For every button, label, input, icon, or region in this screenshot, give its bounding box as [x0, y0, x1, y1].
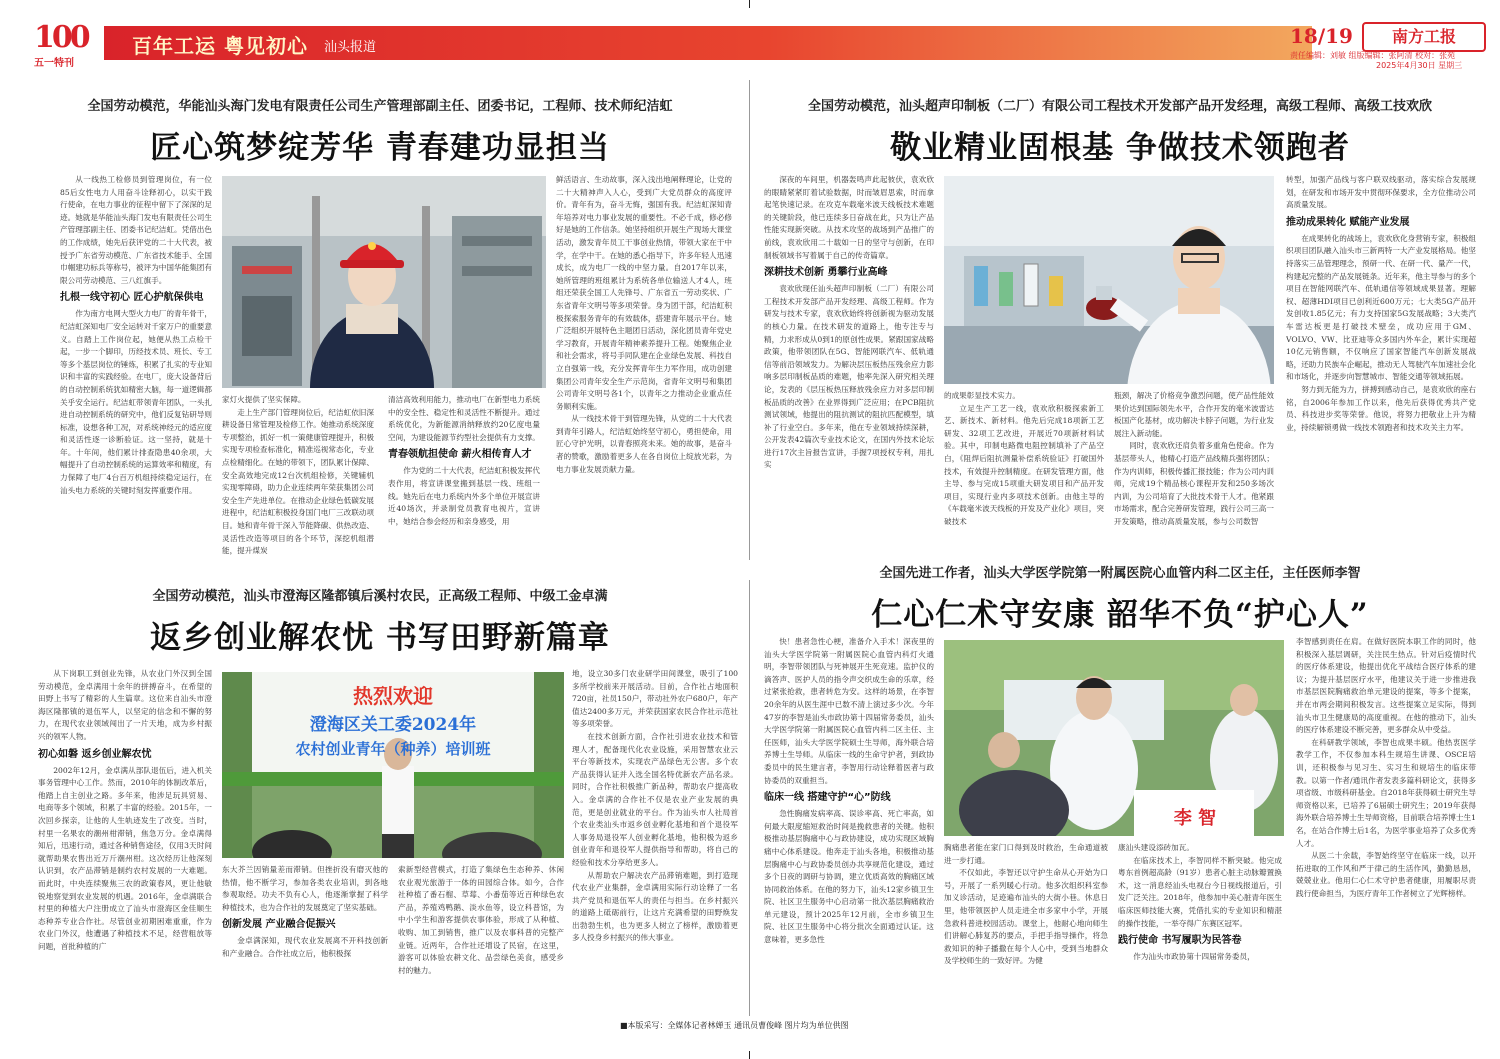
article-column [572, 668, 738, 1016]
banner-text-welcome: 热烈欢迎 [353, 684, 433, 708]
fold-mark-top [749, 0, 750, 8]
paragraph: 东大芥兰因销量差而滞销。但挫折没有磨灭他的热情，他不断学习，参加各类农业培训，到各地参观取经。功夫不负有心人，他逐渐掌握了科学种植技术，也为合作社的发展奠定了坚实基础。 [222, 865, 388, 912]
newspaper-name: 南方工报 [1391, 27, 1456, 46]
subheading: 青春领航担使命 薪火相传育人才 [388, 449, 532, 461]
paragraph: 从一线技术骨干到管理先锋，从党的二十大代表到青年引路人，纪洁虹始终坚守初心，勇担使命，用匠心守护光明，以青春照亮未来。她的故事，是奋斗者的赞歌，激励着更多人在各自岗位上绽放光彩，为电力事业发展贡献力量。 [556, 414, 732, 474]
paragraph: 在技术创新方面，合作社引进农业技术和管理人才，配备现代化农业设施，采用智慧农业云平台等新技术，实现农产品绿色无公害。多个农产品获得认证并入选全国名特优新农产品名录。同时，合作社积极推广新品种，帮助农户提高收入。金卓满的合作社不仅是农业产业发展的典范，更是创业就业的平台。作为汕头市人社局首个农业类汕头市返乡创业孵化基地和首个退役军人事务局退役军人创业孵化基地，他积极为返乡创业青年和退役军人提供指导和帮助，将自己的经验和技术分享给更多人。 [572, 731, 738, 867]
article-column [1296, 636, 1476, 1016]
paragraph: 立足生产工艺一线，袁欢欣积极探索新工艺、新技术、新材料。他先后完成18项新工艺研发、32项工艺改进，开展近70项新材料试验。其中，印制电路微电阻控制填补了产品空白，《阻焊后阻抗测量补偿系统验证》打破国外技术，有效提升控制精度。在研发管理方面，他主导、参与完成15项重大研发项目和产品开发项目，实现行业内多项技术创新。由他主导的《车载毫米波天线板的开发及产业化》项目，突破技术 [944, 403, 1104, 526]
page-number: 18/19 [1290, 24, 1353, 48]
paragraph: 袁欢欣现任汕头超声印制板（二厂）有限公司工程技术开发部产品开发经理、高级工程师。作为研发与技术专家，袁欢欣始终将创新视为驱动发展的核心力量。在技术研发的道路上，他专注专与精，力求形成从0到1的原创性成果。紧跟国家战略政策，他带领团队在5G、智能网联汽车、低轨通信等前沿领域发力。为解决层压板热压残余应力影响多层印制板品质的难题，他率先深入研究相关理论，发表的《层压板热压释放残余应力对多层印制板品质的改善》在业界得到广泛应用；在PCB阻抗测试领域，他提出的阻抗测试的阻抗匹配模型，填补了行业空白。多年来，他在专业领域持续深耕，公开发表42篇次专业技术论文，在国内外技术论坛进行17次主旨报告宣讲，手握7项授权专利，用扎实 [764, 284, 934, 470]
photo-doctor-clinic [944, 640, 1284, 836]
article-column [222, 394, 374, 560]
paragraph: 作为南方电网大型火力电厂的青年骨干，纪洁虹深知电厂安全运转对千家万户的重要意义。自踏上工作岗位起，她便从热工点检干起，一步一个脚印，历经技术员、班长、专工等多个基层岗位的锤炼，积累了扎实的专业知识和丰富的实践经验。在电厂，庞大设备背后的自动控制系统犹如精密大脑，每一道逻辑都关乎安全运行。纪洁虹带领青年团队，一头扎进自动控制系统的研究中，他们反复钻研导则标准，设想各种工况，对系统神经元的适应度和灵活性逐一诊断验证。这一坚持，就是十年。十年间，他们累计排查隐患40余项，大幅提升了自动控制系统的运算效率和精度，有力保障了电厂4台百万机组持续稳定运行，在汕头电力系统的关键时刻发挥重要作用。 [60, 309, 212, 495]
editor-credits: 责任编辑：刘敏 组版编辑：张阿清 校对：张苑 [1290, 51, 1456, 60]
article-column [764, 636, 934, 1016]
paragraph: 2002年12月，金卓满从部队退伍后，进入机关事务管理中心工作。然而，2010年的体制改革后，他踏上自主创业之路。多年来，他涉足玩具贸易、电商等多个领域，积累了丰富的经验。2015年，一次回乡探亲，让他的人生轨迹发生了改变。当时，村里一名果农的潮州柑滞销，焦急万分。金卓满得知后，迅速行动，通过各种销售途径，仅用3天时间就帮助果农售出近万斤潮州柑。这次经历让他深刻认识到，农产品滞销是制约农村发展的一大难题。而此时，中央连续聚焦三农的政策春风，更让他敏锐地察觉到农业发展的机遇。2016年，金卓满联合村里的种植大户注册成立了汕头市澄海区金佳顺生态种养专业合作社。尽管创业初期困难重重，作为农业门外汉，他遭遇了种植技术不足，经营粗放等问题，首批种植的广 [38, 765, 212, 951]
subheading: 推动成果转化 赋能产业发展 [1286, 216, 1410, 228]
article-column [38, 668, 212, 1016]
article-kicker: 全国劳动模范，华能汕头海门发电有限责任公司生产管理部副主任、团委书记，工程师、技术师纪洁虹 [87, 99, 673, 114]
photo-worker-in-plant [222, 176, 546, 388]
column-divider-top [749, 80, 750, 560]
logo-number: 100 [34, 20, 88, 55]
paragraph: 家灯火提供了坚实保障。 [222, 395, 306, 404]
article-headline: 返乡创业解农忧 书写田野新篇章 [150, 620, 610, 656]
article-column [944, 390, 1104, 560]
paragraph: 鲜活语言、生动故事，深入浅出地阐释理论，让党的二十大精神声入人心，受到广大党员群众的高度评价。青年有为，奋斗无悔，强国有我。纪洁虹深知青年培养对电力事业发展的重要性。不必千成，修必修好是她的工作信条。她坚持组织开展生产现场大课堂活动，激发青年员工干事创业热情，带领大家在干中学，在学中干。在她的悉心指导下，许多年轻人迅速成长，成为电厂一线的中坚力量。自2017年以来，她所管理的班组累计为系统各单位输送人才4人，班组还荣获全国工人先锋号、广东省五一劳动奖状、广东省青年文明号等多项荣誉。身为团干部，纪洁虹积极探索服务青年的有效载体，搭建青年展示平台。她广泛组织开展特色主题团日活动，深化团员青年党史学习教育，开展青年精神素养提升工程。她聚焦企业和社会需求，将号手同队建在企业绿色发展、科技自立自强第一线，充分发挥青年生力军作用，成功创建集团公司青年安全生产示范岗，省青年文明号和集团公司青年文明号各1个，以青年之力推动企业重点任务顺利实施。 [556, 175, 732, 411]
article-headline: 仁心仁术守安康 韶华不负“护心人” [871, 597, 1369, 633]
article-kicker: 全国劳动模范，汕头市澄海区隆都镇后溪村农民，正高级工程师、中级工金卓满 [152, 589, 608, 604]
paragraph: 作为汕头市政协第十四届常务委员， [1133, 952, 1255, 962]
article-column [1286, 174, 1476, 560]
article-column [1114, 390, 1274, 560]
paragraph: 快！患者急性心梗，准备介入手术！深夜里的汕头大学医学院第一附属医院心血管内科灯火通明，李智带领团队与死神展开生死竞速。监护仪的滴答声、医护人员的指令声交织成生命的乐章，经过紧张抢救，患者转危为安。这样的场景，在李智20余年的从医生涯中已数不清上演过多少次。今年47岁的李智是汕头市政协第十四届常务委员，汕头大学医学院第一附属医院心血管内科二区主任、主任医师，汕头大学医学院硕士生导师，海外联合培养博士生导师。从临床一线的生命守护者，到政协委员中的民生建言者，李智用行动诠释着医者与政协委员的双重担当。 [764, 637, 934, 785]
paragraph: 努力到无能为力，拼搏到感动自己，是袁欢欣的座右铭，自2006年参加工作以来，他先后获得优秀共产党员、科技进步奖等荣誉。他说，将努力把敬业上升为精业，持续解锁勇做一线技术领跑者和技术攻关主力军。 [1286, 384, 1476, 432]
doctor-name-sign: 李 智 [1173, 808, 1217, 829]
paragraph: 在成果转化的战场上，袁欢欣化身营销专家，积极组织项目团队融入汕头市三新两特一大产业发展格局。他坚持落实三品管理理念，预研一代、在研一代、量产一代，构建起完整的产品发展链条。近年来，他主导参与的多个项目在智能网联汽车、低轨通信等领域成果显著。理解权、超薄HDI项目已创利近600万元；七大类5G产品开发创收1.85亿元；有力支持国家5G发展战略；3大类汽车雷达板更是打破技术壁垒，成功应用于GM、VOLVO、VW、比亚迪等众多国内外车企，累计实现超10亿元销售额，不仅响应了国家智能汽车创新发展战略，还助力民族车企崛起，推动无人驾驶汽车加速社会化和市场化，并逐步向智慧城市、智能交通等领域拓展。 [1286, 233, 1476, 382]
subheading: 扎根一线守初心 匠心护航保供电 [60, 292, 204, 304]
section-banner [104, 26, 1312, 60]
paragraph: 在临床技术上，李智同样不断突破。他完成粤东首例超高龄（91岁）患者心脏主动脉瓣置换术，这一消息经汕头电视台今日视线报道后，引发广泛关注。2018年，他参加中美心脏青年医生临床医师技能大赛，凭借扎实的专业知识和精湛的操作技能，一举夺得广东赛区冠军。 [1118, 855, 1282, 928]
subheading: 临床一线 搭建守护“心”防线 [764, 792, 891, 804]
article-column [556, 174, 732, 560]
photo-engineer-in-lab [944, 176, 1274, 384]
article-column [388, 394, 540, 560]
issue-date: 2025年4月30日 星期三 [1376, 61, 1463, 70]
article-column [944, 842, 1108, 1016]
logo-subtitle: 五一特刊 [34, 58, 74, 69]
newspaper-logo [1362, 22, 1486, 52]
subheading: 深耕技术创新 勇攀行业高峰 [764, 267, 888, 279]
fold-mark-bottom [749, 1051, 750, 1059]
paragraph: 深夜的车间里，机器轰鸣声此起彼伏，袁欢欣的眼睛紧紧盯着试验数据，时而皱眉思索，时而拿起笔快速记录。在攻克车载毫米波天线板技术难题的关键阶段，他已连续多日奋战在此，只为让产品性能实现新突破。从技术攻坚的战场到产品推广的前线，袁欢欣用二十载如一日的坚守与创新，在印制板领域书写着属于自己的传奇篇章。 [764, 175, 934, 260]
centenary-logo [32, 22, 102, 70]
paragraph: 从医二十余载，李智始终坚守在临床一线，以开拓进取的工作风和严于律己的生活作风，勤勤恳恳，兢兢业业。他用仁心仁术守护患者健康，用履职尽责践行使命担当，为医疗青年工作者树立了光辉榜样。 [1296, 851, 1476, 898]
paragraph: 的成果彰显技术实力。 [944, 391, 1020, 400]
article-headline: 匠心筑梦绽芳华 青春建功显担当 [150, 130, 610, 166]
paragraph: 在科研教学领域，李智也成果丰硕。他热衷医学教学工作，不仅参加本科生规培生讲课、OSCE培训，还积极参与见习生、实习生和规培生的临床带教。以第一作者/通讯作者发表多篇科研论文，获得多项省级、市级科研基金。自2018年获得硕士研究生导师资格以来，已培养了6届硕士研究生；2019年获得海外联合培养博士生导师资格，目前联合培养博士生1名，在站合作博士后1名，为医学事业培养了众多优秀人才。 [1296, 737, 1476, 848]
article-column [764, 174, 934, 560]
paragraph: 同时，袁欢欣还肩负着多重角色使命。作为基层带头人，他精心打造产品线精兵强将团队；作为内训师，积极传播汇报技能；作为公司内训师，完成19个精品核心课程开发和250多场次内训，为公司培育了大批技术骨干人才。他紧跟市场需求，配合完善研发管理，践行公司三高一开发策略，推动高质量发展，参与公司数智 [1114, 441, 1274, 526]
paragraph: 走上生产部门管理岗位后，纪洁虹依旧深耕设备日常管理及检修工作。她推动系统深度专项整治，抓好一机一策健康管理提升，积极实现专项检查标准化，精准巡视常态化，专业点检精细化。在她的带领下，团队累计保障、安全高效地完成12台次机组检修，关键辅机实现零障碍，助力企业连续两年荣获集团公司安全生产先进单位。在推动企业绿色低碳发展进程中，纪洁虹积极投身国门电厂三改联动项目。她和青年骨干深入节能降碳、供热改造、灵活性改造等项目的各个环节，深挖机组潜能，提升煤炭 [222, 407, 374, 556]
article-headline: 敬业精业固根基 争做技术领跑者 [890, 130, 1350, 166]
page-header [32, 22, 1480, 70]
paragraph: 从一线热工检修员到管理岗位，有一位85后女性电力人用奋斗诠释初心，以实干践行使命，在电力事业的征程中留下了深深的足迹。她就是华能汕头海门发电有限责任公司生产管理部副主任、团委书记纪洁虹。凭借出色的工作成绩，她先后获评党的二十大代表，被授予广东省劳动模范、广东省技术能手、全国巾帼建功标兵等称号，被评为中国华能集团有限公司劳动模范、三八红旗手。 [60, 175, 212, 285]
paragraph: 地，设立30多门农业研学田间课堂，吸引了100多所学校前来开展活动。目前，合作社占地面积720亩，社员150户，带动社外农户680户，年产值达2400多万元，并荣获国家农民合作社示范社等多项荣誉。 [572, 669, 738, 729]
paragraph: 金卓满深知，现代农业发展离不开科技创新和产业融合。合作社成立后，他积极探 [222, 936, 388, 958]
paragraph: 转型，加强产品线与客户联双线驱动，落实综合发展规划，在研发和市场开发中贯彻环保要求，全方位推动公司高质量发展。 [1286, 175, 1476, 210]
article-kicker: 全国劳动模范，汕头超声印制板（二厂）有限公司工程技术开发部产品开发经理，高级工程师、高级工技欢欣 [807, 99, 1432, 114]
article-column [222, 864, 388, 1016]
banner-subtitle: 汕头报道 [324, 40, 377, 55]
paragraph: 从帮助农户解决农产品滞销难题，到打造现代农业产业集群，金卓满用实际行动诠释了一名共产党员和退伍军人的责任与担当。在乡村振兴的道路上砥砺前行，让这片充满希望的田野焕发出勃勃生机，也为更多人树立了榜样，激励着更多人投身乡村振兴的伟大事业。 [572, 870, 738, 943]
page-footer-credits: ■本版采写：全媒体记者林婵玉 通讯员曹俊峰 图片均为单位供图 [620, 1021, 849, 1030]
subheading: 践行使命 书写履职为民答卷 [1118, 935, 1242, 947]
article-column [60, 174, 212, 560]
paragraph: 索新型经营模式，打造了集绿色生态种养、休闲农业观光旅游于一体的田园综合体。如今，合作社种植了番石榴、草莓、小番茄等近百种绿色农产品，养殖鸡鸭鹅、淡水鱼等，设立科普馆，为中小学生和游客提供农事体验，形成了从种植、收购、加工到销售，推广以及农事科普的完整产业链。近两年，合作社还增设了民宿，在这里，游客可以体验农耕文化、品尝绿色美食，感受乡村的魅力。 [398, 865, 564, 975]
article-column [1118, 842, 1282, 1016]
paragraph: 瓶颈，解决了价格竞争激烈问题，使产品性能效果价达到国际领先水平，合作开发的毫米波雷达板国产化基材，成功解决卡脖子问题，为行业发展注入新动能。 [1114, 391, 1274, 438]
article-column [398, 864, 564, 1016]
subheading: 创新发展 产业融合促振兴 [222, 919, 336, 931]
paragraph: 不仅如此，李智还以守护生命从心开始为口号，开展了一系列暖心行动。他多次组织科室参加义诊活动，足迹遍布汕头的大街小巷。休息日里，他带领医护人员走进全市多家中小学，开展急救科普进校园活动。课堂上，他耐心地向师生们讲解心肺复苏的要点，手把手指导操作，将急救知识的种子播撒在每个人心中，受到当地群众及学校师生的一致好评。为健 [944, 868, 1108, 966]
paragraph: 作为党的二十大代表，纪洁虹积极发挥代表作用，将宣讲课堂搬到基层一线、班组一线。她先后在电力系统内外多个单位开展宣讲近40场次，并录制党员教育电视片，宣讲中，她结合参会经历和亲身感受，用 [388, 466, 540, 526]
paragraph: 康汕头建设添砖加瓦。 [1118, 843, 1194, 852]
paragraph: 急性胸痛发病率高、误诊率高、死亡率高，如何最大限度缩短救治时间是挽救患者的关键。他积极推动基层胸痛中心与政协建设，成功实现区域胸痛中心体系建设。他奔走于汕头各地，积极推动基层胸痛中心与政协委员创办共享规范化建设，通过多个日夜的调研与协调，建立优质高效的胸痛区域协同救治体系。在他的努力下，汕头12家乡镇卫生院、社区卫生服务中心启动第一批次基层胸痛救治单元建设，预计2025年12月前，全市乡镇卫生院、社区卫生服务中心将分批次全面通过认证。这意味着，更多急性 [764, 809, 934, 945]
paragraph: 清洁高效利用能力，推动电厂在新型电力系统中的安全性、稳定性和灵活性不断提升。通过系统优化，为新能源消纳释放约20亿度电量空间，为建设能源节约型社会提供有力支撑。 [388, 395, 540, 442]
column-divider-bottom [749, 580, 750, 1016]
banner-text-org: 澄海区关工委2024年 [309, 715, 477, 735]
paragraph: 胸痛患者能在家门口得到及时救治，生命通道被进一步打通。 [944, 843, 1108, 865]
banner-text-class: 农村创业青年（种养）培训班 [295, 740, 491, 758]
photo-training-class [222, 672, 564, 858]
paragraph: 从下岗职工到创业先锋，从农业门外汉到全国劳动模范，金卓满用十余年的拼搏奋斗，在希望的田野上书写了精彩的人生篇章。这位来自汕头市澄海区隆都镇的退伍军人，以坚定的信念和不懈的努力，在现代农业领域闯出了一片天地，成为乡村振兴的领军人物。 [38, 669, 212, 741]
banner-title: 百年工运 粤见初心 [132, 34, 308, 58]
article-kicker: 全国先进工作者，汕头大学医学院第一附属医院心血管内科二区主任，主任医师李智 [879, 566, 1361, 581]
subheading: 初心如磐 返乡创业解农忧 [38, 748, 152, 760]
paragraph: 李智感到责任在肩。在做好医院本职工作的同时，他积极深入基层调研，关注民生热点。针对后疫情时代的医疗体系建设，他提出优化平战结合医疗体系的建议；为提升基层医疗水平，他建议关于进一步推进我市基层医院胸痛救治单元建设的提案，等多个提案，并在市两会期间积极发言。这些提案立足实际，得到汕头市卫生健康局的高度重视。在他的推动下，汕头的医疗体系建设不断完善，更多群众从中受益。 [1296, 637, 1476, 735]
